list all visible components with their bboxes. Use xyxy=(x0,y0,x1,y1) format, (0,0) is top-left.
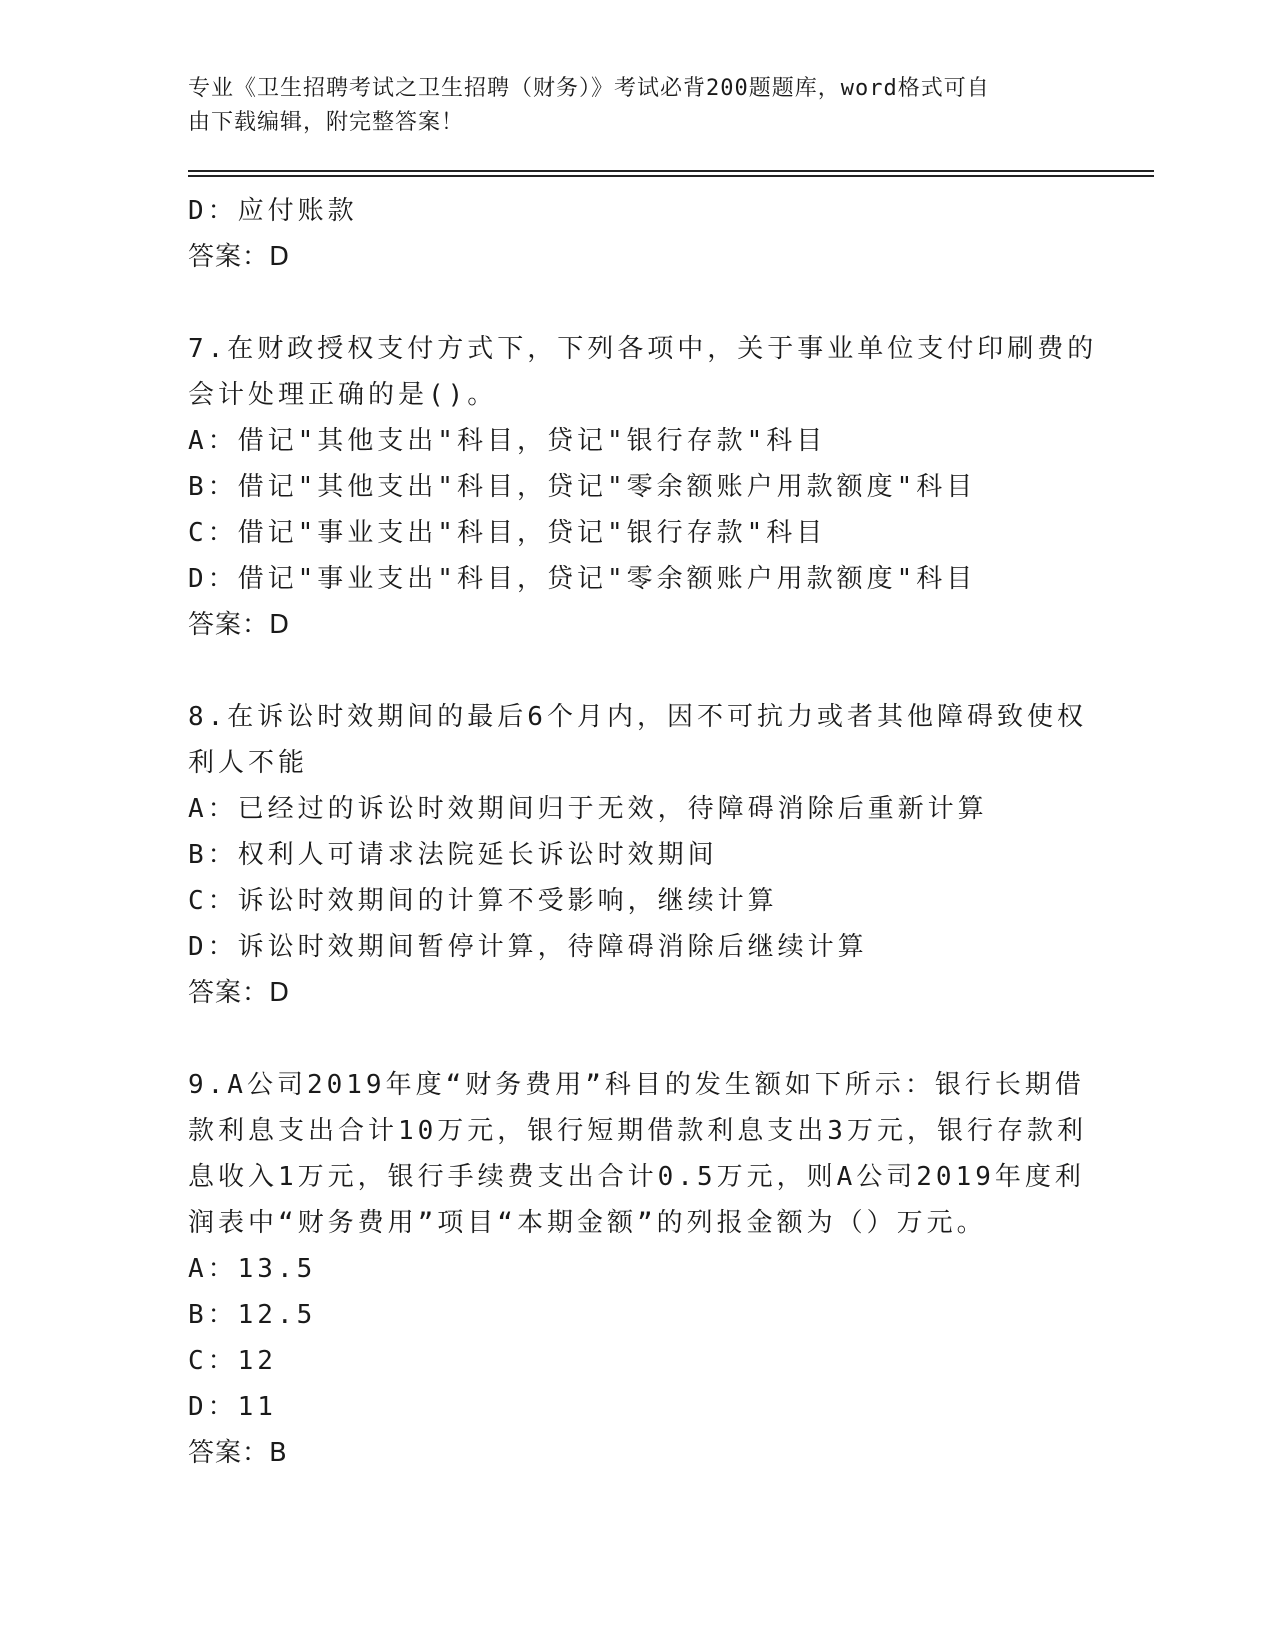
answer-label: 答案：D xyxy=(188,610,291,640)
spacer xyxy=(188,280,1088,326)
option-d: D：应付账款 xyxy=(188,196,358,226)
option-b: B：借记"其他支出"科目，贷记"零余额账户用款额度"科目 xyxy=(188,472,977,502)
option-d: D：11 xyxy=(188,1392,277,1422)
option-d: D：借记"事业支出"科目，贷记"零余额账户用款额度"科目 xyxy=(188,564,977,594)
question-9 xyxy=(188,1062,1088,1476)
question-text-line: 润表中“财务费用”项目“本期金额”的列报金额为（）万元。 xyxy=(188,1208,987,1238)
document-header xyxy=(188,72,1068,140)
answer-label: 答案：D xyxy=(188,978,291,1008)
option-a: A：已经过的诉讼时效期间归于无效，待障碍消除后重新计算 xyxy=(188,794,988,824)
header-divider-top xyxy=(188,170,1154,172)
option-a: A：13.5 xyxy=(188,1254,317,1284)
question-text-line: 会计处理正确的是()。 xyxy=(188,380,498,410)
question-text-line: 9.A公司2019年度“财务费用”科目的发生额如下所示：银行长期借 xyxy=(188,1070,1085,1100)
question-text-line: 利人不能 xyxy=(188,748,309,778)
header-title-line-2: 由下载编辑，附完整答案！ xyxy=(188,110,465,135)
option-c: C：诉讼时效期间的计算不受影响，继续计算 xyxy=(188,886,778,916)
answer-label: 答案：D xyxy=(188,242,291,272)
question-text-line: 款利息支出合计10万元，银行短期借款利息支出3万元，银行存款利 xyxy=(188,1116,1087,1146)
question-7 xyxy=(188,326,1098,648)
spacer xyxy=(188,648,1088,694)
header-title-line-1: 专业《卫生招聘考试之卫生招聘（财务）》考试必背200题题库，word格式可自 xyxy=(188,76,990,101)
option-c: C：借记"事业支出"科目，贷记"银行存款"科目 xyxy=(188,518,827,548)
header-divider-bottom xyxy=(188,175,1154,177)
option-a: A：借记"其他支出"科目，贷记"银行存款"科目 xyxy=(188,426,827,456)
option-b: B：12.5 xyxy=(188,1300,317,1330)
answer-label: 答案：B xyxy=(188,1438,288,1468)
question-8 xyxy=(188,694,1088,1016)
previous-question-tail xyxy=(188,188,1088,280)
question-text-line: 8.在诉讼时效期间的最后6个月内，因不可抗力或者其他障碍致使权 xyxy=(188,702,1087,732)
option-d: D：诉讼时效期间暂停计算，待障碍消除后继续计算 xyxy=(188,932,868,962)
question-content xyxy=(188,188,1098,1476)
option-b: B：权利人可请求法院延长诉讼时效期间 xyxy=(188,840,718,870)
question-text-line: 7.在财政授权支付方式下，下列各项中，关于事业单位支付印刷费的 xyxy=(188,334,1098,364)
spacer xyxy=(188,1016,1088,1062)
option-c: C：12 xyxy=(188,1346,277,1376)
question-text-line: 息收入1万元，银行手续费支出合计0.5万元，则A公司2019年度利 xyxy=(188,1162,1085,1192)
